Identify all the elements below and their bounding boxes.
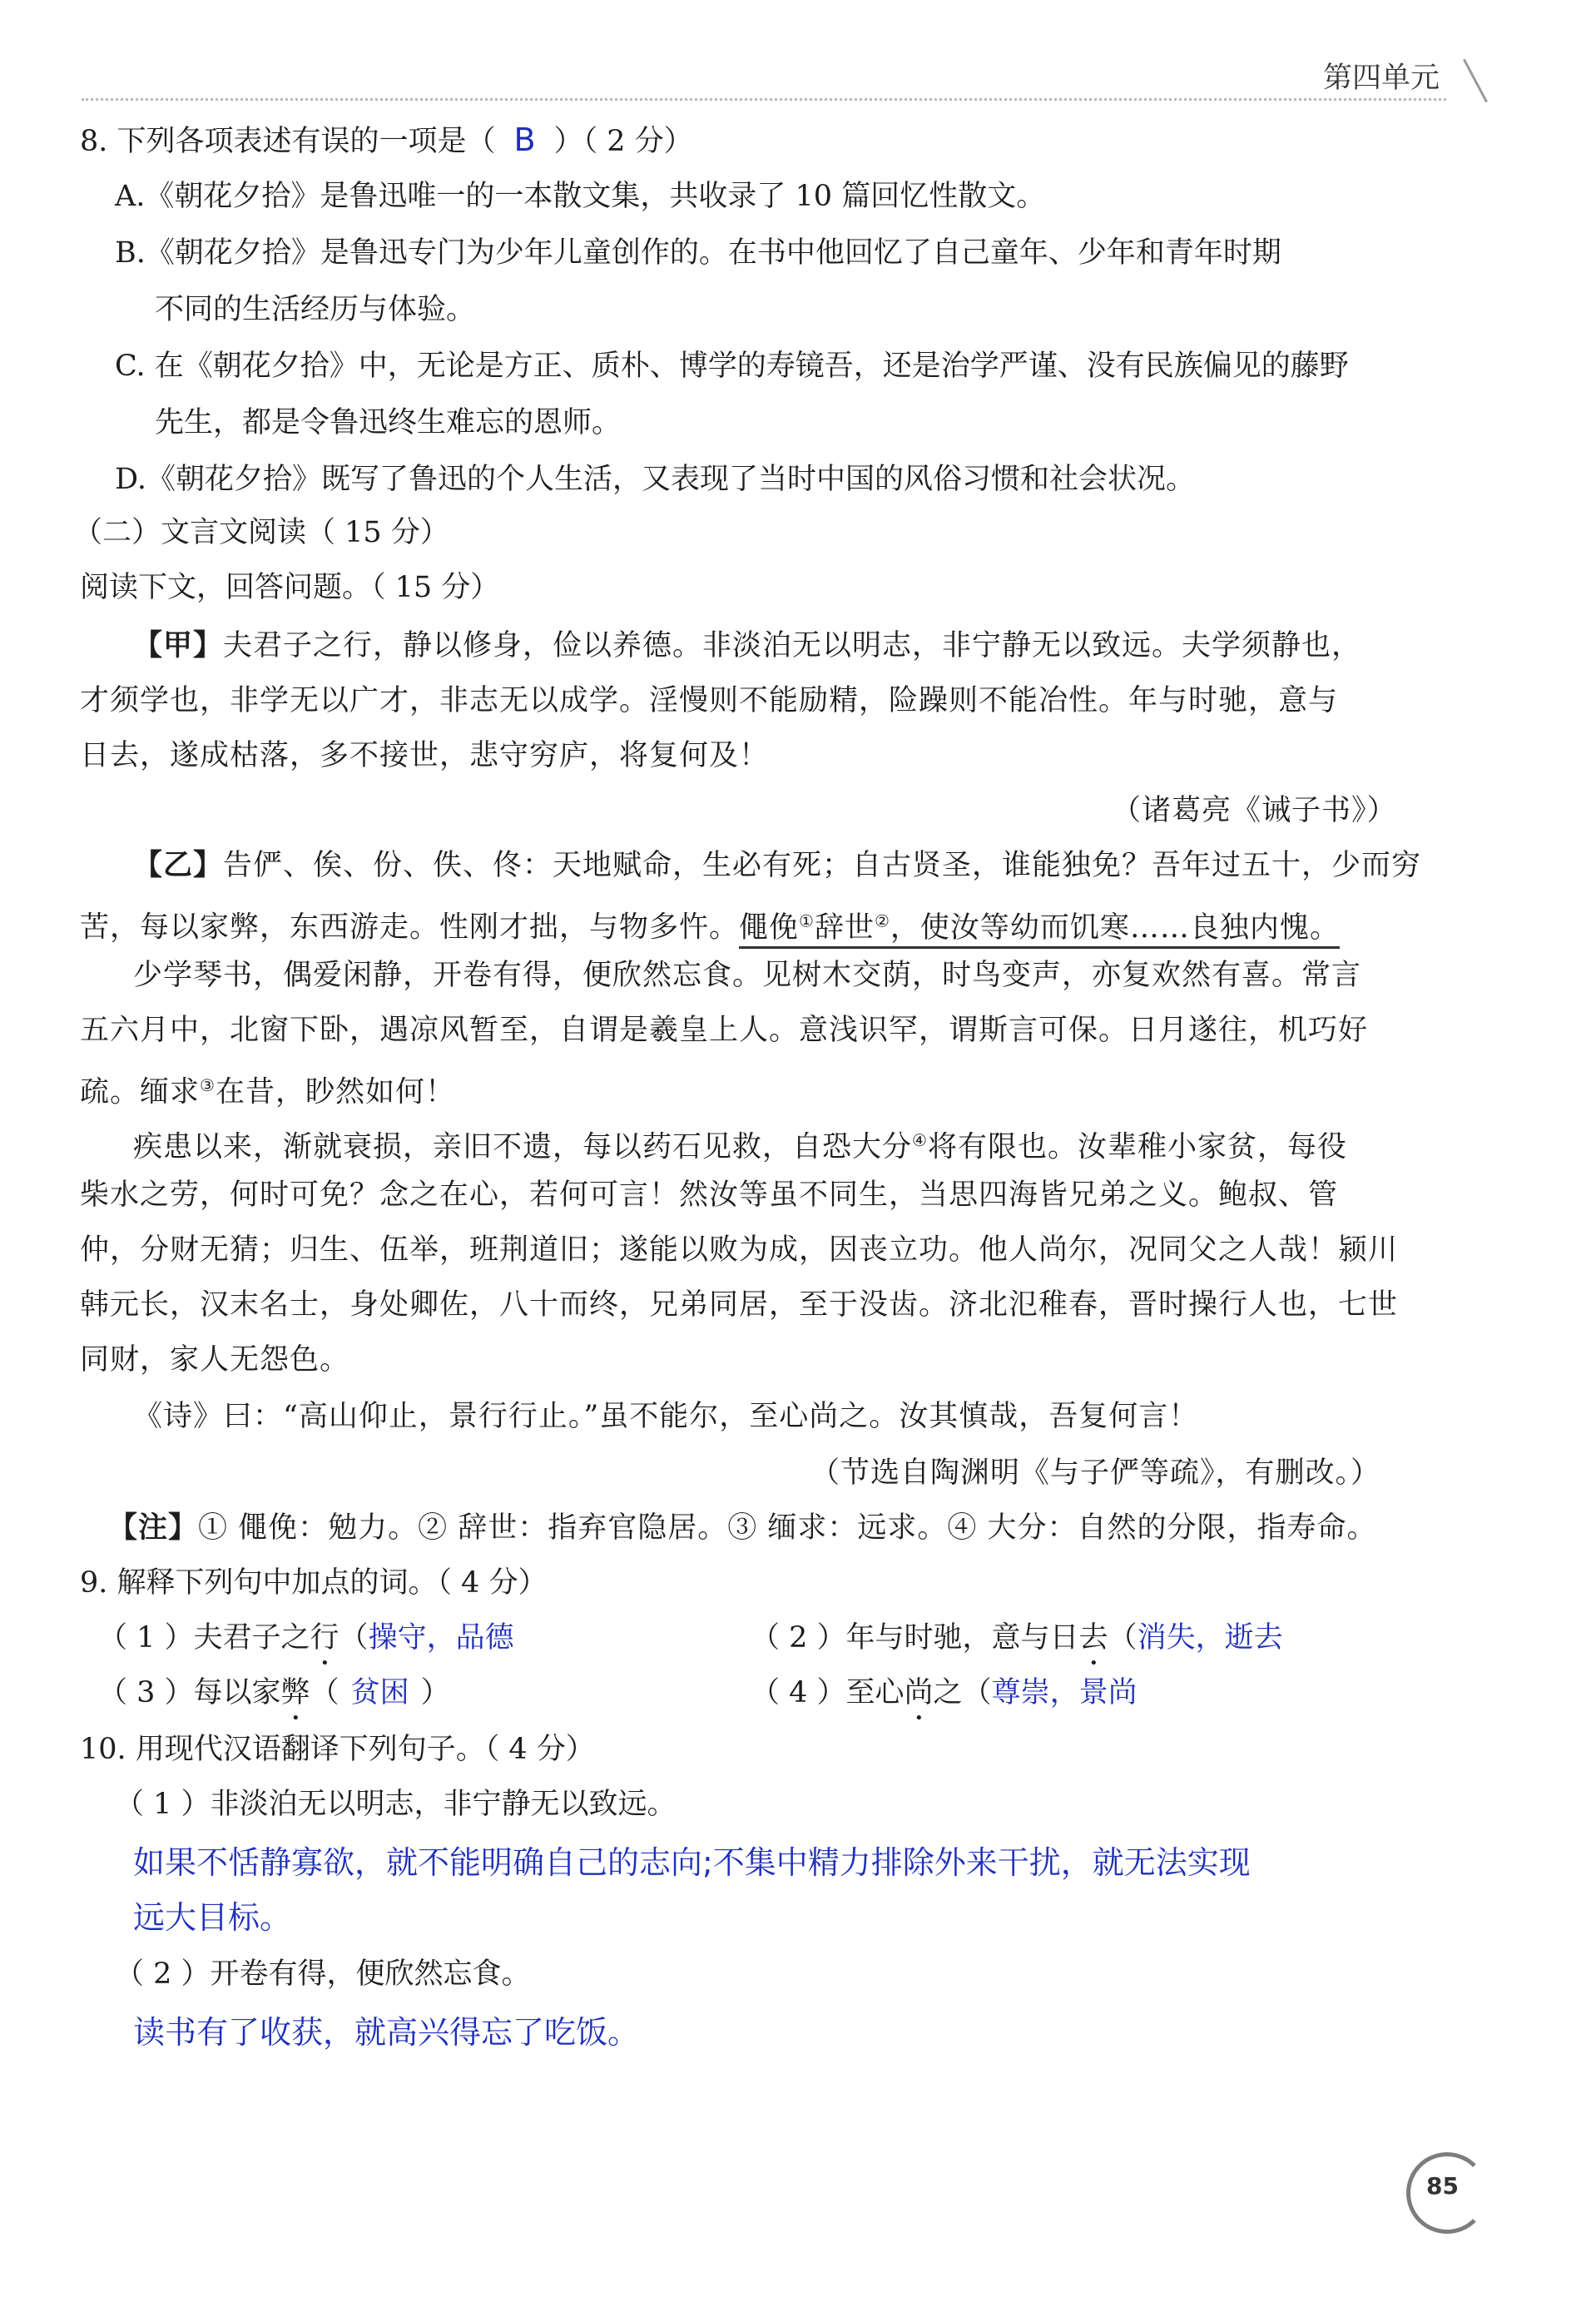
yi-p2-text-3b: 在昔，眇然如何！ [215, 1075, 455, 1109]
q8-option-a: A.《朝花夕拾》是鲁迅唯一的一本散文集，共收录了 10 篇回忆性散文。 [115, 180, 1046, 213]
yi-p4: 《诗》曰：“高山仰止，景行行止。”虽不能尔，至心尚之。汝其慎哉，吾复何言！ [133, 1400, 1199, 1433]
section-instruction: 阅读下文，回答问题。（ 15 分） [80, 571, 500, 604]
note-marker-4: ④ [912, 1130, 928, 1150]
q8-stem [80, 122, 693, 160]
q9-item-3-answer: 贫困 [350, 1676, 409, 1709]
yi-underlined-sentence [739, 911, 1340, 949]
q10-answer-2: 读书有了收获，就高兴得忘了吃饭。 [133, 2014, 640, 2051]
note-marker-1: ① [799, 910, 815, 930]
yi-tag: 【乙】 [133, 848, 224, 882]
jia-tag: 【甲】 [133, 628, 224, 662]
yi-p3-text-1a: 疾患以来，渐就衰损，亲旧不遗，每以药石见救，自恐大分 [133, 1130, 913, 1164]
q10-answer-1-line-2: 远大目标。 [133, 1899, 292, 1936]
q9-item-2-text: （ 2 ）年与时驰，意与日 [751, 1621, 1079, 1655]
q8-option-b-line2: 不同的生活经历与体验。 [155, 293, 476, 326]
q8-answer: B [513, 122, 536, 158]
page-number: 85 [1426, 2172, 1459, 2200]
jia-line-3: 日去，遂成枯落，多不接世，悲守穷庐，将复何及！ [80, 739, 770, 772]
yi-text-1: 告俨、俟、份、佚、佟：天地赋命，生必有死；自古贤圣，谁能独免？吾年过五十，少而穷 [223, 849, 1422, 882]
yi-p3-line-4: 韩元长，汉末名士，身处卿佐，八十而终，兄弟同居，至于没齿。济北氾稚春，晋时操行人也，七世 [80, 1288, 1399, 1322]
q9-item-4-text: （ 4 ）至心 [751, 1676, 905, 1709]
q9-item-2 [751, 1620, 1283, 1672]
jia-line-1 [133, 628, 1361, 664]
q9-item-4 [751, 1675, 1138, 1727]
yi-p3-line-2: 柴水之劳，何时可免？念之在心，若何可言！然汝等虽不同生，当思四海皆兄弟之义。鲍叔、管 [80, 1178, 1339, 1212]
q8-option-c-line1: C. 在《朝花夕拾》中，无论是方正、质朴、博学的寿镜吾，还是治学严谨、没有民族偏见的藤野 [115, 350, 1349, 383]
yi-p3-line-5: 同财，家人无怨色。 [80, 1343, 350, 1377]
q10-stem: 10. 用现代汉语翻译下列句子。（ 4 分） [80, 1733, 595, 1766]
q9-item-1-answer: 操守，品德 [368, 1621, 514, 1655]
q9-item-3-close-paren: ） [420, 1676, 450, 1709]
section-title: （二）文言文阅读（ 15 分） [73, 516, 449, 549]
q9-item-4-answer: 尊崇，景尚 [991, 1676, 1138, 1709]
q8-stem-score: ）（ 2 分） [553, 125, 693, 158]
q9-item-3-paren: （ [310, 1676, 340, 1709]
header-dotted-rule [82, 98, 1446, 101]
q8-stem-text: 8. 下列各项表述有误的一项是（ [80, 125, 496, 158]
yi-text-2a: 苦，每以家弊，东西游走。性刚才拙，与物多忤。 [80, 910, 740, 945]
note-marker-2: ② [874, 910, 890, 930]
q10-sentence-1: （ 1 ）非淡泊无以明志，非宁静无以致远。 [115, 1788, 677, 1821]
q9-item-2-paren: （ [1108, 1621, 1138, 1655]
q9-item-4-dotted-word: 尚 [904, 1676, 934, 1709]
yi-p3-line-1 [133, 1122, 1347, 1166]
yi-line-2 [80, 902, 1340, 946]
note-marker-3: ③ [200, 1075, 216, 1095]
yi-line-1 [133, 847, 1421, 884]
q9-stem: 9. 解释下列句中加点的词。（ 4 分） [80, 1566, 548, 1600]
yi-p3-text-1b: 将有限也。汝辈稚小家贫，每役 [927, 1130, 1347, 1164]
q9-item-2-answer: 消失，逝去 [1137, 1621, 1283, 1655]
page-number-badge [1406, 2152, 1486, 2232]
q9-item-1-paren: （ [339, 1621, 369, 1655]
q9-item-3-dotted-word: 弊 [280, 1676, 310, 1709]
yi-text-2b-3: ，使汝等幼而饥寒……良独内愧。 [890, 910, 1340, 945]
q10-sentence-2: （ 2 ）开卷有得，便欣然忘食。 [115, 1957, 531, 1991]
unit-label: 第四单元 [1323, 62, 1440, 95]
yi-text-2b-1: 僶俛 [739, 910, 800, 945]
header-slash-decoration [1463, 59, 1488, 103]
q9-item-4-paren: 之（ [933, 1676, 992, 1709]
q8-option-c-line2: 先生，都是令鲁迅终生难忘的恩师。 [155, 406, 622, 439]
q8-option-b-line1: B.《朝花夕拾》是鲁迅专门为少年儿童创作的。在书中他回忆了自己童年、少年和青年时期 [115, 236, 1281, 270]
q9-item-2-dotted-word: 去 [1078, 1621, 1108, 1655]
yi-p3-line-3: 仲，分财无猜；归生、伍举，班荆道旧；遂能以败为成，因丧立功。他人尚尔，况同父之人哉！颍川 [80, 1233, 1399, 1267]
q8-option-d: D.《朝花夕拾》既写了鲁迅的个人生活，又表现了当时中国的风俗习惯和社会状况。 [115, 463, 1195, 496]
q10-answer-1-line-1: 如果不恬静寡欲，就不能明确自己的志向;不集中精力排除外来干扰，就无法实现 [133, 1844, 1251, 1881]
yi-p2-line-1: 少学琴书，偶爱闲静，开卷有得，便欣然忘食。见树木交荫，时鸟变声，亦复欢然有喜。常言 [133, 959, 1362, 992]
notes-text: ① 僶俛：勉力。② 辞世：指弃官隐居。③ 缅求：远求。④ 大分：自然的分限，指寿命。 [198, 1511, 1377, 1545]
notes-tag: 【注】 [108, 1511, 199, 1545]
notes [108, 1510, 1377, 1546]
yi-p2-line-2: 五六月中，北窗下卧，遇凉风暂至，自谓是羲皇上人。意浅识罕，谓斯言可保。日月遂往，机巧好 [80, 1014, 1369, 1047]
yi-p2-text-3a: 疏。缅求 [80, 1075, 201, 1109]
q9-item-1 [98, 1620, 514, 1672]
jia-text-1: 夫君子之行，静以修身，俭以养德。非淡泊无以明志，非宁静无以致远。夫学须静也， [223, 629, 1362, 662]
jia-line-2: 才须学也，非学无以广才，非志无以成学。淫慢则不能励精，险躁则不能冶性。年与时驰，意与 [80, 684, 1339, 717]
yi-p2-line-3 [80, 1067, 455, 1111]
q9-item-3-text: （ 3 ）每以家 [98, 1676, 281, 1709]
yi-source: （节选自陶渊明《与子俨等疏》，有删改。） [810, 1456, 1381, 1490]
q9-item-3 [98, 1675, 450, 1727]
yi-text-2b-2: 辞世 [814, 910, 875, 945]
jia-source: （诸葛亮《诫子书》） [1112, 794, 1397, 827]
q9-item-1-dotted-word: 行 [310, 1621, 340, 1655]
q9-item-1-text: （ 1 ）夫君子之 [98, 1621, 310, 1655]
